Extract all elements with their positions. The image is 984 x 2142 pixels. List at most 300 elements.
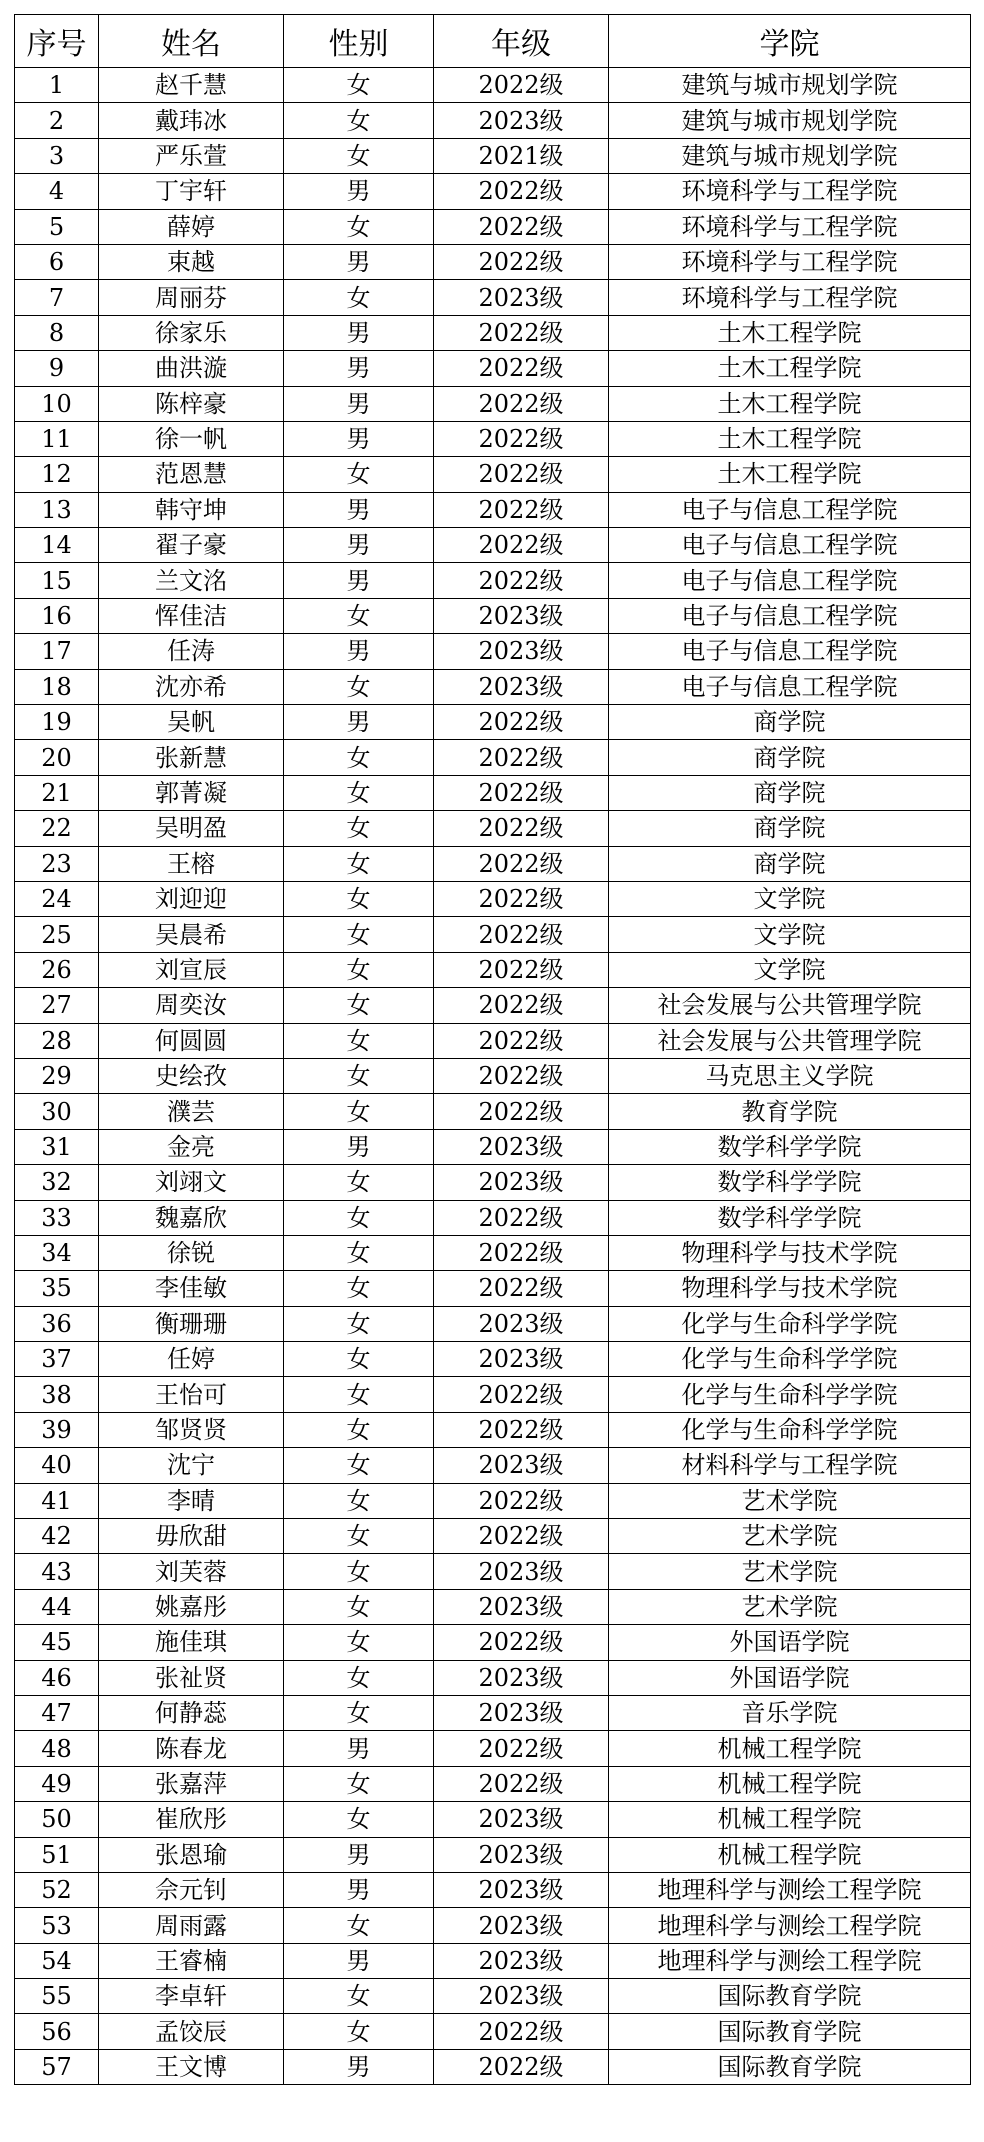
cell-gender: 女	[284, 209, 434, 244]
table-row	[15, 1023, 971, 1058]
table-row	[15, 705, 971, 740]
cell-college: 材料科学与工程学院	[609, 1448, 971, 1483]
cell-gender: 女	[284, 1660, 434, 1695]
cell-gender: 女	[284, 1554, 434, 1589]
cell-gender: 女	[284, 457, 434, 492]
table-row	[15, 1872, 971, 1907]
table-row	[15, 1094, 971, 1129]
cell-index: 2	[15, 103, 99, 138]
cell-gender: 女	[284, 1058, 434, 1093]
header-index: 序号	[15, 15, 99, 68]
cell-index: 1	[15, 68, 99, 103]
cell-gender: 女	[284, 952, 434, 987]
cell-index: 22	[15, 811, 99, 846]
cell-index: 31	[15, 1129, 99, 1164]
cell-college: 商学院	[609, 775, 971, 810]
cell-name: 李晴	[99, 1483, 284, 1518]
cell-gender: 男	[284, 563, 434, 598]
cell-gender: 女	[284, 598, 434, 633]
table-row	[15, 421, 971, 456]
cell-grade: 2022级	[434, 846, 609, 881]
table-row	[15, 492, 971, 527]
cell-gender: 女	[284, 1519, 434, 1554]
cell-index: 56	[15, 2014, 99, 2049]
cell-grade: 2022级	[434, 1235, 609, 1270]
cell-index: 38	[15, 1377, 99, 1412]
cell-grade: 2022级	[434, 1200, 609, 1235]
cell-gender: 男	[284, 1872, 434, 1907]
cell-name: 周雨露	[99, 1908, 284, 1943]
cell-gender: 男	[284, 244, 434, 279]
cell-index: 3	[15, 138, 99, 173]
cell-grade: 2023级	[434, 1342, 609, 1377]
cell-gender: 女	[284, 881, 434, 916]
cell-gender: 女	[284, 1235, 434, 1270]
cell-name: 周丽芬	[99, 280, 284, 315]
cell-college: 电子与信息工程学院	[609, 669, 971, 704]
cell-grade: 2022级	[434, 421, 609, 456]
table-row	[15, 1342, 971, 1377]
cell-grade: 2023级	[434, 634, 609, 669]
cell-grade: 2023级	[434, 103, 609, 138]
cell-name: 徐一帆	[99, 421, 284, 456]
cell-gender: 女	[284, 280, 434, 315]
cell-grade: 2022级	[434, 1023, 609, 1058]
cell-college: 电子与信息工程学院	[609, 528, 971, 563]
cell-grade: 2022级	[434, 811, 609, 846]
cell-index: 28	[15, 1023, 99, 1058]
table-row	[15, 669, 971, 704]
cell-college: 机械工程学院	[609, 1802, 971, 1837]
cell-gender: 女	[284, 1342, 434, 1377]
cell-gender: 女	[284, 138, 434, 173]
cell-grade: 2021级	[434, 138, 609, 173]
cell-gender: 女	[284, 1165, 434, 1200]
cell-gender: 女	[284, 1377, 434, 1412]
cell-grade: 2022级	[434, 68, 609, 103]
cell-name: 赵千慧	[99, 68, 284, 103]
table-row	[15, 1448, 971, 1483]
cell-index: 45	[15, 1625, 99, 1660]
cell-college: 地理科学与测绘工程学院	[609, 1908, 971, 1943]
cell-index: 44	[15, 1589, 99, 1624]
table-row	[15, 775, 971, 810]
cell-grade: 2022级	[434, 209, 609, 244]
cell-grade: 2022级	[434, 1483, 609, 1518]
cell-college: 建筑与城市规划学院	[609, 68, 971, 103]
table-row	[15, 528, 971, 563]
cell-index: 50	[15, 1802, 99, 1837]
cell-name: 任涛	[99, 634, 284, 669]
cell-index: 21	[15, 775, 99, 810]
cell-index: 43	[15, 1554, 99, 1589]
cell-gender: 女	[284, 1412, 434, 1447]
table-row	[15, 1200, 971, 1235]
cell-name: 金亮	[99, 1129, 284, 1164]
cell-index: 26	[15, 952, 99, 987]
cell-name: 兰文洺	[99, 563, 284, 598]
cell-college: 商学院	[609, 811, 971, 846]
table-row	[15, 1058, 971, 1093]
cell-index: 52	[15, 1872, 99, 1907]
cell-name: 沈亦希	[99, 669, 284, 704]
table-row	[15, 846, 971, 881]
table-row	[15, 1802, 971, 1837]
cell-college: 环境科学与工程学院	[609, 244, 971, 279]
cell-index: 37	[15, 1342, 99, 1377]
table-row	[15, 1519, 971, 1554]
table-row	[15, 1129, 971, 1164]
table-row	[15, 1554, 971, 1589]
cell-grade: 2023级	[434, 1660, 609, 1695]
cell-gender: 男	[284, 1943, 434, 1978]
cell-name: 沈宁	[99, 1448, 284, 1483]
cell-index: 34	[15, 1235, 99, 1270]
cell-college: 物理科学与技术学院	[609, 1235, 971, 1270]
cell-index: 18	[15, 669, 99, 704]
cell-index: 55	[15, 1979, 99, 2014]
table-row	[15, 988, 971, 1023]
cell-grade: 2023级	[434, 1802, 609, 1837]
cell-gender: 男	[284, 386, 434, 421]
cell-grade: 2022级	[434, 244, 609, 279]
cell-college: 艺术学院	[609, 1519, 971, 1554]
table-row	[15, 280, 971, 315]
cell-name: 佘元钊	[99, 1872, 284, 1907]
cell-gender: 男	[284, 421, 434, 456]
cell-name: 王文博	[99, 2049, 284, 2084]
cell-index: 23	[15, 846, 99, 881]
cell-index: 6	[15, 244, 99, 279]
table-row	[15, 315, 971, 350]
cell-college: 机械工程学院	[609, 1731, 971, 1766]
table-row	[15, 1979, 971, 2014]
cell-college: 物理科学与技术学院	[609, 1271, 971, 1306]
cell-grade: 2023级	[434, 1165, 609, 1200]
table-row	[15, 1165, 971, 1200]
cell-gender: 女	[284, 103, 434, 138]
cell-index: 11	[15, 421, 99, 456]
table-row	[15, 917, 971, 952]
table-row	[15, 138, 971, 173]
cell-college: 土木工程学院	[609, 351, 971, 386]
table-row	[15, 1412, 971, 1447]
cell-grade: 2022级	[434, 563, 609, 598]
cell-grade: 2022级	[434, 1766, 609, 1801]
table-row	[15, 2049, 971, 2084]
cell-gender: 女	[284, 1625, 434, 1660]
cell-name: 刘迎迎	[99, 881, 284, 916]
cell-college: 电子与信息工程学院	[609, 634, 971, 669]
cell-name: 任婷	[99, 1342, 284, 1377]
cell-index: 30	[15, 1094, 99, 1129]
cell-college: 化学与生命科学学院	[609, 1306, 971, 1341]
cell-name: 刘芙蓉	[99, 1554, 284, 1589]
cell-name: 束越	[99, 244, 284, 279]
table-row	[15, 1943, 971, 1978]
cell-college: 国际教育学院	[609, 1979, 971, 2014]
table-row	[15, 1306, 971, 1341]
cell-index: 36	[15, 1306, 99, 1341]
cell-grade: 2023级	[434, 1695, 609, 1730]
cell-index: 17	[15, 634, 99, 669]
cell-gender: 女	[284, 1802, 434, 1837]
cell-grade: 2023级	[434, 1448, 609, 1483]
cell-name: 周奕汝	[99, 988, 284, 1023]
cell-grade: 2022级	[434, 2049, 609, 2084]
cell-index: 35	[15, 1271, 99, 1306]
cell-grade: 2023级	[434, 1554, 609, 1589]
cell-college: 商学院	[609, 705, 971, 740]
cell-name: 翟子豪	[99, 528, 284, 563]
cell-name: 陈春龙	[99, 1731, 284, 1766]
cell-grade: 2022级	[434, 1058, 609, 1093]
table-row	[15, 174, 971, 209]
table-row	[15, 2014, 971, 2049]
cell-college: 社会发展与公共管理学院	[609, 1023, 971, 1058]
cell-grade: 2023级	[434, 1872, 609, 1907]
cell-gender: 女	[284, 1979, 434, 2014]
cell-grade: 2022级	[434, 775, 609, 810]
cell-index: 33	[15, 1200, 99, 1235]
cell-name: 王怡可	[99, 1377, 284, 1412]
cell-index: 20	[15, 740, 99, 775]
cell-index: 48	[15, 1731, 99, 1766]
cell-gender: 女	[284, 1695, 434, 1730]
cell-college: 文学院	[609, 917, 971, 952]
cell-college: 化学与生命科学学院	[609, 1342, 971, 1377]
cell-grade: 2022级	[434, 492, 609, 527]
cell-college: 环境科学与工程学院	[609, 280, 971, 315]
cell-grade: 2022级	[434, 1625, 609, 1660]
cell-name: 李卓轩	[99, 1979, 284, 2014]
cell-grade: 2023级	[434, 1306, 609, 1341]
table-row	[15, 103, 971, 138]
table-row	[15, 952, 971, 987]
cell-grade: 2022级	[434, 1731, 609, 1766]
cell-grade: 2022级	[434, 1094, 609, 1129]
cell-college: 马克思主义学院	[609, 1058, 971, 1093]
table-row	[15, 1377, 971, 1412]
cell-college: 数学科学学院	[609, 1200, 971, 1235]
cell-gender: 女	[284, 1271, 434, 1306]
cell-index: 7	[15, 280, 99, 315]
cell-grade: 2022级	[434, 386, 609, 421]
header-college: 学院	[609, 15, 971, 68]
cell-college: 艺术学院	[609, 1589, 971, 1624]
cell-name: 李佳敏	[99, 1271, 284, 1306]
table-row	[15, 244, 971, 279]
table-row	[15, 1766, 971, 1801]
cell-college: 地理科学与测绘工程学院	[609, 1943, 971, 1978]
cell-gender: 男	[284, 2049, 434, 2084]
cell-name: 刘宣辰	[99, 952, 284, 987]
cell-name: 濮芸	[99, 1094, 284, 1129]
cell-grade: 2023级	[434, 1129, 609, 1164]
cell-gender: 女	[284, 1200, 434, 1235]
cell-gender: 女	[284, 1094, 434, 1129]
cell-college: 商学院	[609, 846, 971, 881]
cell-index: 40	[15, 1448, 99, 1483]
cell-gender: 女	[284, 1306, 434, 1341]
header-gender: 性别	[284, 15, 434, 68]
cell-name: 王榕	[99, 846, 284, 881]
cell-grade: 2022级	[434, 528, 609, 563]
cell-grade: 2022级	[434, 917, 609, 952]
cell-grade: 2022级	[434, 174, 609, 209]
table-row	[15, 1837, 971, 1872]
cell-college: 土木工程学院	[609, 421, 971, 456]
cell-grade: 2023级	[434, 1979, 609, 2014]
cell-gender: 女	[284, 917, 434, 952]
cell-name: 陈梓豪	[99, 386, 284, 421]
cell-college: 艺术学院	[609, 1483, 971, 1518]
cell-name: 王睿楠	[99, 1943, 284, 1978]
cell-grade: 2023级	[434, 280, 609, 315]
student-table	[14, 14, 971, 2085]
cell-name: 邹贤贤	[99, 1412, 284, 1447]
cell-name: 韩守坤	[99, 492, 284, 527]
cell-index: 10	[15, 386, 99, 421]
cell-index: 15	[15, 563, 99, 598]
cell-grade: 2022级	[434, 1271, 609, 1306]
cell-grade: 2022级	[434, 881, 609, 916]
cell-college: 电子与信息工程学院	[609, 563, 971, 598]
cell-gender: 男	[284, 1731, 434, 1766]
cell-college: 教育学院	[609, 1094, 971, 1129]
cell-college: 化学与生命科学学院	[609, 1377, 971, 1412]
cell-name: 毋欣甜	[99, 1519, 284, 1554]
cell-gender: 女	[284, 740, 434, 775]
cell-index: 14	[15, 528, 99, 563]
cell-grade: 2023级	[434, 1837, 609, 1872]
cell-name: 郭菁凝	[99, 775, 284, 810]
cell-index: 25	[15, 917, 99, 952]
table-row	[15, 68, 971, 103]
cell-index: 54	[15, 1943, 99, 1978]
cell-index: 46	[15, 1660, 99, 1695]
cell-index: 5	[15, 209, 99, 244]
table-row	[15, 1625, 971, 1660]
cell-grade: 2022级	[434, 740, 609, 775]
cell-grade: 2022级	[434, 705, 609, 740]
cell-gender: 女	[284, 1766, 434, 1801]
cell-grade: 2022级	[434, 952, 609, 987]
cell-index: 51	[15, 1837, 99, 1872]
cell-index: 16	[15, 598, 99, 633]
cell-grade: 2023级	[434, 1943, 609, 1978]
table-row	[15, 209, 971, 244]
cell-name: 薛婷	[99, 209, 284, 244]
cell-index: 8	[15, 315, 99, 350]
cell-college: 环境科学与工程学院	[609, 209, 971, 244]
cell-college: 商学院	[609, 740, 971, 775]
cell-college: 国际教育学院	[609, 2014, 971, 2049]
cell-college: 环境科学与工程学院	[609, 174, 971, 209]
table-row	[15, 598, 971, 633]
cell-gender: 男	[284, 528, 434, 563]
cell-college: 地理科学与测绘工程学院	[609, 1872, 971, 1907]
cell-name: 衡珊珊	[99, 1306, 284, 1341]
cell-name: 范恩慧	[99, 457, 284, 492]
table-row	[15, 1589, 971, 1624]
cell-index: 49	[15, 1766, 99, 1801]
table-row	[15, 1483, 971, 1518]
cell-gender: 男	[284, 1837, 434, 1872]
cell-gender: 女	[284, 68, 434, 103]
cell-name: 吴明盈	[99, 811, 284, 846]
cell-college: 外国语学院	[609, 1625, 971, 1660]
cell-name: 崔欣彤	[99, 1802, 284, 1837]
cell-index: 19	[15, 705, 99, 740]
table-row	[15, 386, 971, 421]
table-row	[15, 563, 971, 598]
cell-grade: 2022级	[434, 315, 609, 350]
cell-college: 数学科学学院	[609, 1165, 971, 1200]
table-row	[15, 634, 971, 669]
cell-name: 戴玮冰	[99, 103, 284, 138]
cell-college: 建筑与城市规划学院	[609, 103, 971, 138]
cell-index: 41	[15, 1483, 99, 1518]
cell-name: 魏嘉欣	[99, 1200, 284, 1235]
cell-index: 4	[15, 174, 99, 209]
table-row	[15, 1908, 971, 1943]
cell-index: 29	[15, 1058, 99, 1093]
cell-gender: 男	[284, 351, 434, 386]
cell-name: 张恩瑜	[99, 1837, 284, 1872]
cell-name: 曲洪漩	[99, 351, 284, 386]
cell-name: 吴晨希	[99, 917, 284, 952]
cell-grade: 2022级	[434, 1377, 609, 1412]
cell-grade: 2023级	[434, 598, 609, 633]
cell-name: 张祉贤	[99, 1660, 284, 1695]
cell-name: 施佳琪	[99, 1625, 284, 1660]
cell-index: 53	[15, 1908, 99, 1943]
cell-index: 32	[15, 1165, 99, 1200]
table-row	[15, 351, 971, 386]
cell-gender: 男	[284, 1129, 434, 1164]
table-row	[15, 457, 971, 492]
cell-college: 土木工程学院	[609, 386, 971, 421]
cell-name: 吴帆	[99, 705, 284, 740]
cell-gender: 男	[284, 315, 434, 350]
cell-name: 史绘孜	[99, 1058, 284, 1093]
cell-name: 张新慧	[99, 740, 284, 775]
cell-college: 文学院	[609, 881, 971, 916]
cell-college: 机械工程学院	[609, 1766, 971, 1801]
cell-grade: 2022级	[434, 1519, 609, 1554]
cell-name: 刘翊文	[99, 1165, 284, 1200]
cell-name: 张嘉萍	[99, 1766, 284, 1801]
header-grade: 年级	[434, 15, 609, 68]
table-row	[15, 881, 971, 916]
cell-gender: 女	[284, 775, 434, 810]
cell-gender: 女	[284, 988, 434, 1023]
cell-gender: 男	[284, 705, 434, 740]
student-list	[14, 14, 970, 2085]
cell-name: 恽佳洁	[99, 598, 284, 633]
cell-college: 文学院	[609, 952, 971, 987]
table-row	[15, 1731, 971, 1766]
header-name: 姓名	[99, 15, 284, 68]
cell-gender: 女	[284, 1908, 434, 1943]
cell-name: 何静蕊	[99, 1695, 284, 1730]
cell-college: 音乐学院	[609, 1695, 971, 1730]
cell-gender: 男	[284, 492, 434, 527]
cell-college: 电子与信息工程学院	[609, 598, 971, 633]
cell-name: 丁宇轩	[99, 174, 284, 209]
cell-college: 数学科学学院	[609, 1129, 971, 1164]
